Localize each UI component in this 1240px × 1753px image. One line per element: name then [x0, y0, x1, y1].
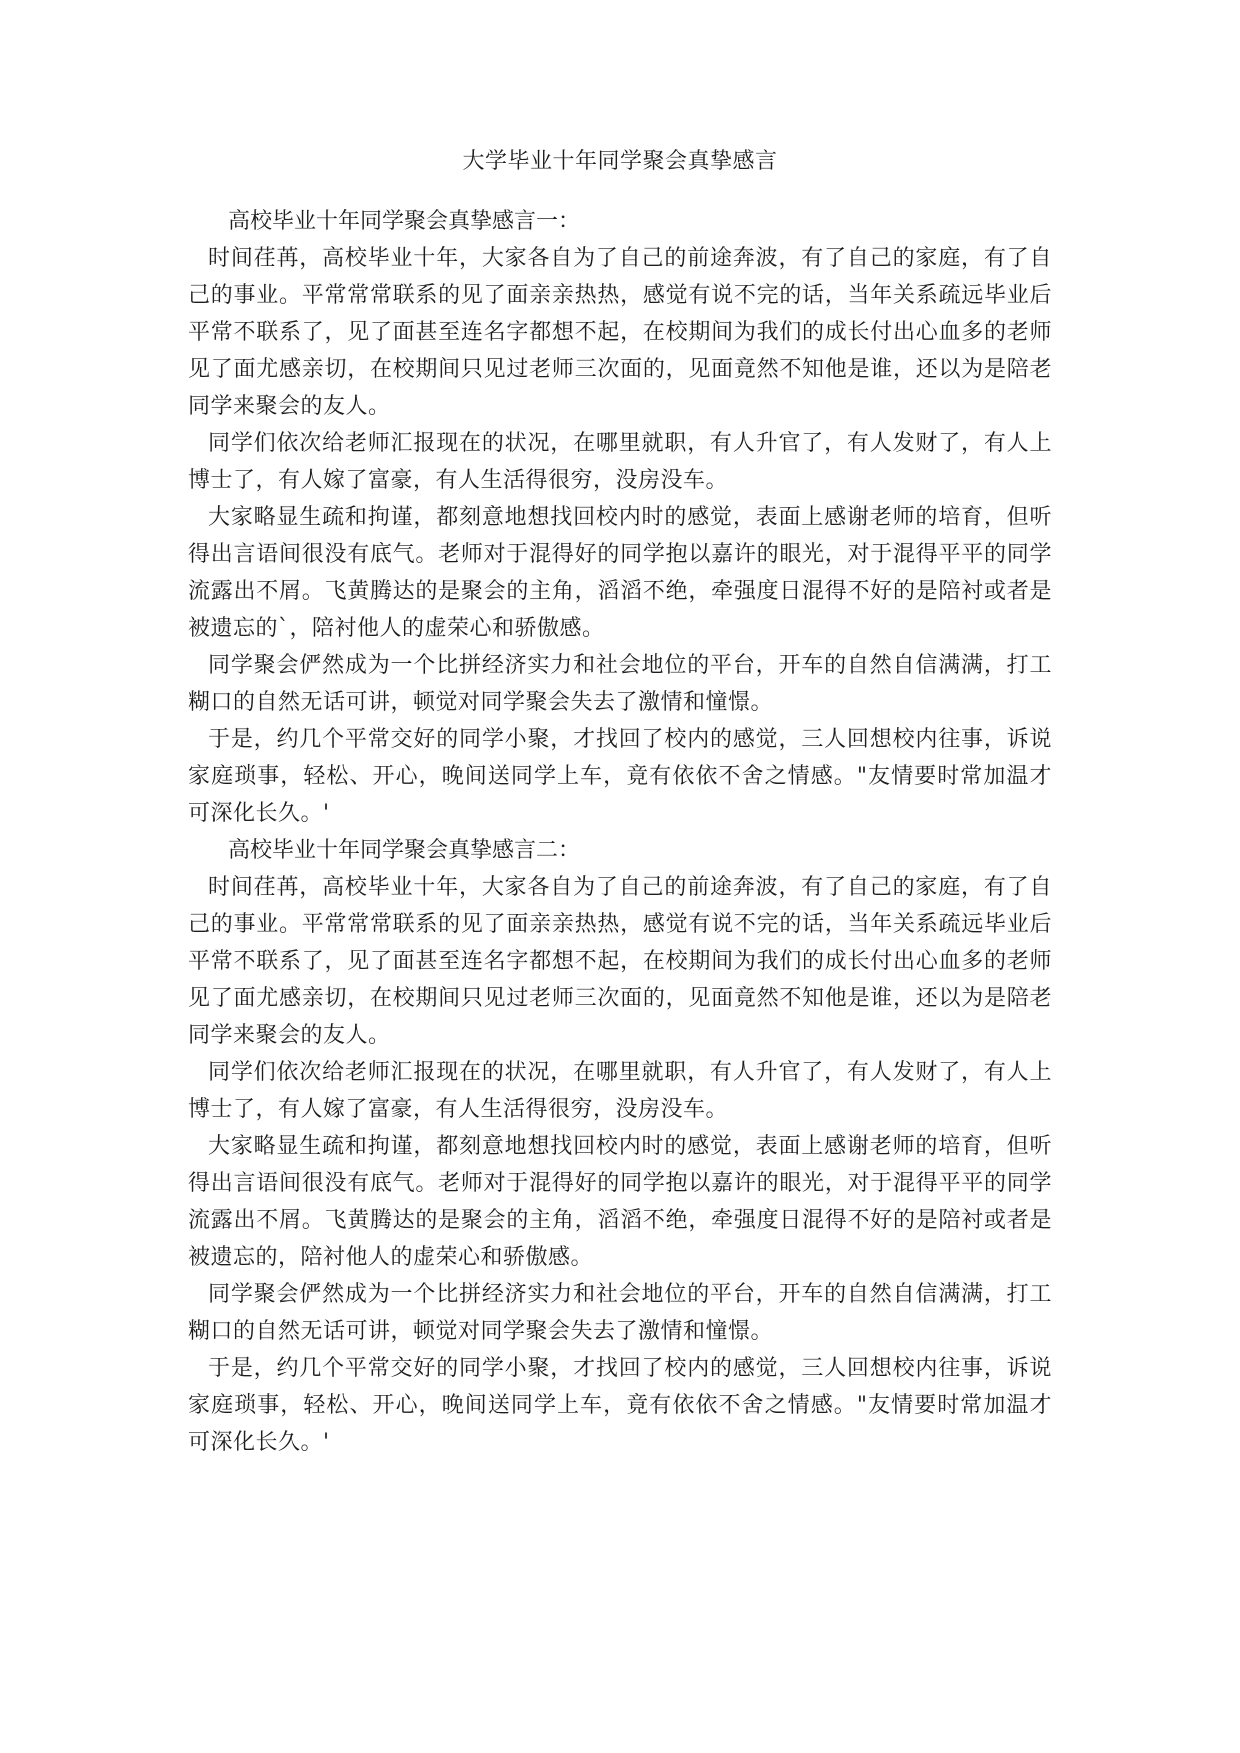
paragraph: 大家略显生疏和拘谨，都刻意地想找回校内时的感觉，表面上感谢老师的培育，但听得出言语间很没有底气。老师对于混得好的同学抱以嘉许的眼光，对于混得平平的同学流露出不屑。飞黄腾达的是聚会的主角，滔滔不绝，牵强度日混得不好的是陪衬或者是被遗忘的，陪衬他人的虚荣心和骄傲感。	[188, 1134, 1052, 1270]
paragraph: 同学们依次给老师汇报现在的状况，在哪里就职，有人升官了，有人发财了，有人上博士了，有人嫁了富豪，有人生活得很穷，没房没车。	[188, 431, 1052, 493]
paragraph: 同学聚会俨然成为一个比拼经济实力和社会地位的平台，开车的自然自信满满，打工糊口的自然无话可讲，顿觉对同学聚会失去了激情和憧憬。	[188, 1282, 1052, 1344]
document-title: 大学毕业十年同学聚会真挚感言	[462, 149, 778, 174]
paragraph: 于是，约几个平常交好的同学小聚，才找回了校内的感觉，三人回想校内往事，诉说家庭琐事，轻松、开心，晚间送同学上车，竟有依依不舍之情感。"友情要时常加温才可深化长久。'	[188, 727, 1052, 826]
paragraph: 大家略显生疏和拘谨，都刻意地想找回校内时的感觉，表面上感谢老师的培育，但听得出言语间很没有底气。老师对于混得好的同学抱以嘉许的眼光，对于混得平平的同学流露出不屑。飞黄腾达的是聚会的主角，滔滔不绝，牵强度日混得不好的是陪衬或者是被遗忘的`，陪衬他人的虚荣心和骄傲感。	[188, 505, 1052, 641]
section-two-heading: 高校毕业十年同学聚会真挚感言二：	[228, 838, 581, 863]
section-two	[188, 832, 1052, 1461]
paragraph: 于是，约几个平常交好的同学小聚，才找回了校内的感觉，三人回想校内往事，诉说家庭琐事，轻松、开心，晚间送同学上车，竟有依依不舍之情感。"友情要时常加温才可深化长久。'	[188, 1356, 1052, 1455]
paragraph: 同学们依次给老师汇报现在的状况，在哪里就职，有人升官了，有人发财了，有人上博士了，有人嫁了富豪，有人生活得很穷，没房没车。	[188, 1060, 1052, 1122]
paragraph: 时间荏苒，高校毕业十年，大家各自为了自己的前途奔波，有了自己的家庭，有了自己的事业。平常常常联系的见了面亲亲热热，感觉有说不完的话，当年关系疏远毕业后平常不联系了，见了面甚至连名字都想不起，在校期间为我们的成长付出心血多的老师见了面尤感亲切，在校期间只见过老师三次面的，见面竟然不知他是谁，还以为是陪老同学来聚会的友人。	[188, 875, 1052, 1048]
section-one	[188, 203, 1052, 832]
section-one-heading: 高校毕业十年同学聚会真挚感言一：	[228, 209, 581, 234]
paragraph: 时间荏苒，高校毕业十年，大家各自为了自己的前途奔波，有了自己的家庭，有了自己的事业。平常常常联系的见了面亲亲热热，感觉有说不完的话，当年关系疏远毕业后平常不联系了，见了面甚至连名字都想不起，在校期间为我们的成长付出心血多的老师见了面尤感亲切，在校期间只见过老师三次面的，见面竟然不知他是谁，还以为是陪老同学来聚会的友人。	[188, 246, 1052, 419]
paragraph: 同学聚会俨然成为一个比拼经济实力和社会地位的平台，开车的自然自信满满，打工糊口的自然无话可讲，顿觉对同学聚会失去了激情和憧憬。	[188, 653, 1052, 715]
